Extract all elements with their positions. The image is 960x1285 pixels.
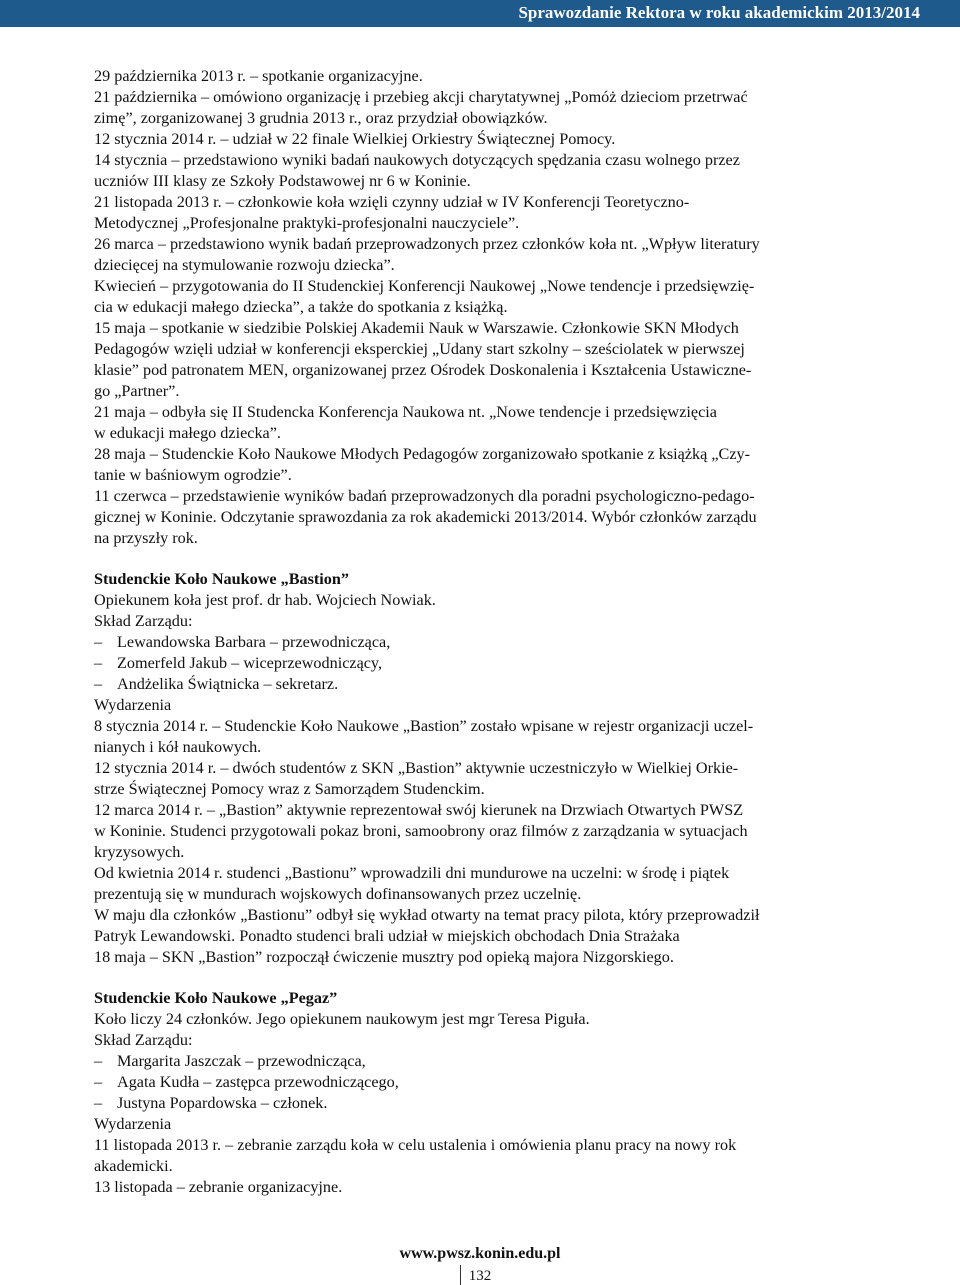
section-title-pegaz: Studenckie Koło Naukowe „Pegaz” — [94, 989, 338, 1007]
list-item: 29 października 2013 r. – spotkanie organizacyjne. — [94, 67, 423, 85]
list-item: 21 maja – odbyła się II Studencka Konferencja Naukowa nt. „Nowe tendencje i przedsięwzięcia — [94, 403, 717, 421]
pegaz-intro: Koło liczy 24 członków. Jego opiekunem naukowym jest mgr Teresa Piguła. — [94, 1010, 590, 1028]
dash-bullet: – — [94, 654, 103, 672]
bastion-board-label: Skład Zarządu: — [94, 612, 193, 630]
page-content — [94, 66, 854, 1198]
bastion-supervisor: Opiekunem koła jest prof. dr hab. Wojciech Nowiak. — [94, 591, 436, 609]
page-header-title: Sprawozdanie Rektora w roku akademickim 2013/2014 — [518, 3, 920, 22]
list-item: 26 marca – przedstawiono wynik badań przeprowadzonych przez członków koła nt. „Wpływ literatury — [94, 235, 760, 253]
page-number: 132 — [468, 1268, 492, 1284]
dash-bullet: – — [94, 675, 103, 693]
list-item: w Koninie. Studenci przygotowali pokaz broni, samoobrony oraz filmów z zarządzania w sytuacjach — [94, 822, 748, 840]
list-item: prezentują się w mundurach wojskowych dofinansowanych przez uczelnię. — [94, 885, 582, 903]
list-item: dziecięcej na stymulowanie rozwoju dziecka”. — [94, 256, 395, 274]
pegaz-board-member — [94, 1072, 854, 1093]
list-item: 12 marca 2014 r. – „Bastion” aktywnie reprezentował swój kierunek na Drzwiach Otwartych PWSZ — [94, 801, 744, 819]
pegaz-events-label: Wydarzenia — [94, 1115, 172, 1133]
member-text: Justyna Popardowska – członek. — [117, 1094, 328, 1112]
bastion-events-label: Wydarzenia — [94, 696, 172, 714]
list-item: tanie w baśniowym ogrodzie”. — [94, 466, 292, 484]
footer-url: www.pwsz.konin.edu.pl — [399, 1245, 561, 1262]
member-text: Agata Kudła – zastępca przewodniczącego, — [117, 1073, 399, 1091]
list-item: Metodycznej „Profesjonalne praktyki-profesjonalni nauczyciele”. — [94, 214, 520, 232]
list-item: 11 listopada 2013 r. – zebranie zarządu koła w celu ustalenia i omówienia planu pracy na nowy rok — [94, 1136, 737, 1154]
bastion-board-member — [94, 653, 854, 674]
list-item: W maju dla członków „Bastionu” odbył się wykład otwarty na temat pracy pilota, który przeprowadził — [94, 906, 760, 924]
member-text: Andżelika Świątnicka – sekretarz. — [117, 675, 339, 693]
list-item: Od kwietnia 2014 r. studenci „Bastionu” wprowadzili dni mundurowe na uczelni: w środę i piątek — [94, 864, 730, 882]
page-header-bar — [0, 0, 960, 27]
list-item: Patryk Lewandowski. Ponadto studenci brali udział w miejskich obchodach Dnia Strażaka — [94, 927, 680, 945]
list-item: 18 maja – SKN „Bastion” rozpoczął ćwiczenie musztry pod opieką majora Nizgorskiego. — [94, 948, 674, 966]
list-item: 8 stycznia 2014 r. – Studenckie Koło Naukowe „Bastion” zostało wpisane w rejestr organizacji uczel- — [94, 717, 754, 735]
section-spacer — [94, 968, 854, 988]
dash-bullet: – — [94, 1073, 103, 1091]
list-item: 21 listopada 2013 r. – członkowie koła wzięli czynny udział w IV Konferencji Teoretyczno- — [94, 193, 690, 211]
list-item: go „Partner”. — [94, 382, 180, 400]
dash-bullet: – — [94, 1094, 103, 1112]
member-text: Zomerfeld Jakub – wiceprzewodniczący, — [117, 654, 383, 672]
list-item: gicznej w Koninie. Odczytanie sprawozdania za rok akademicki 2013/2014. Wybór członków zarządu — [94, 508, 757, 526]
list-item: strze Świątecznej Pomocy wraz z Samorządem Studenckim. — [94, 780, 485, 798]
list-item: nianych i kół naukowych. — [94, 738, 262, 756]
list-item: cia w edukacji małego dziecka”, a także do spotkania z książką. — [94, 298, 508, 316]
member-text: Lewandowska Barbara – przewodnicząca, — [117, 633, 391, 651]
list-item: uczniów III klasy ze Szkoły Podstawowej nr 6 w Koninie. — [94, 172, 471, 190]
pegaz-board-member — [94, 1051, 854, 1072]
list-item: 14 stycznia – przedstawiono wyniki badań naukowych dotyczących spędzania czasu wolnego przez — [94, 151, 740, 169]
list-item: 11 czerwca – przedstawienie wyników badań przeprowadzonych dla poradni psychologiczno-pedago- — [94, 487, 755, 505]
member-text: Margarita Jaszczak – przewodnicząca, — [117, 1052, 366, 1070]
list-item: 21 października – omówiono organizację i przebieg akcji charytatywnej „Pomóż dzieciom przetrwać — [94, 88, 748, 106]
bastion-board-member — [94, 632, 854, 653]
list-item: Kwiecień – przygotowania do II Studenckiej Konferencji Naukowej „Nowe tendencje i przedsięwzię- — [94, 277, 755, 295]
list-item: kryzysowych. — [94, 843, 185, 861]
list-item: 28 maja – Studenckie Koło Naukowe Młodych Pedagogów zorganizowało spotkanie z książką „Czy- — [94, 445, 751, 463]
list-item: na przyszły rok. — [94, 529, 198, 547]
dash-bullet: – — [94, 633, 103, 651]
list-item: Pedagogów wzięli udział w konferencji eksperckiej „Udany start szkolny – sześciolatek w pierwszej — [94, 340, 745, 358]
list-item: zimę”, zorganizowanej 3 grudnia 2013 r., oraz przydział obowiązków. — [94, 109, 548, 127]
list-item: klasie” pod patronatem MEN, organizowanej przez Ośrodek Doskonalenia i Kształcenia Ustawiczne- — [94, 361, 752, 379]
bastion-board-member — [94, 674, 854, 695]
dash-bullet: – — [94, 1052, 103, 1070]
list-item: w edukacji małego dziecka”. — [94, 424, 281, 442]
section-spacer — [94, 549, 854, 569]
section-title-bastion: Studenckie Koło Naukowe „Bastion” — [94, 570, 349, 588]
list-item: 12 stycznia 2014 r. – udział w 22 finale Wielkiej Orkiestry Świątecznej Pomocy. — [94, 130, 616, 148]
pegaz-board-member — [94, 1093, 854, 1114]
list-item: 15 maja – spotkanie w siedzibie Polskiej Akademii Nauk w Warszawie. Członkowie SKN Młodych — [94, 319, 739, 337]
list-item: 12 stycznia 2014 r. – dwóch studentów z SKN „Bastion” aktywnie uczestniczyło w Wielkiej Orkie- — [94, 759, 739, 777]
list-item: 13 listopada – zebranie organizacyjne. — [94, 1178, 343, 1196]
list-item: akademicki. — [94, 1157, 173, 1175]
pegaz-board-label: Skład Zarządu: — [94, 1031, 193, 1049]
